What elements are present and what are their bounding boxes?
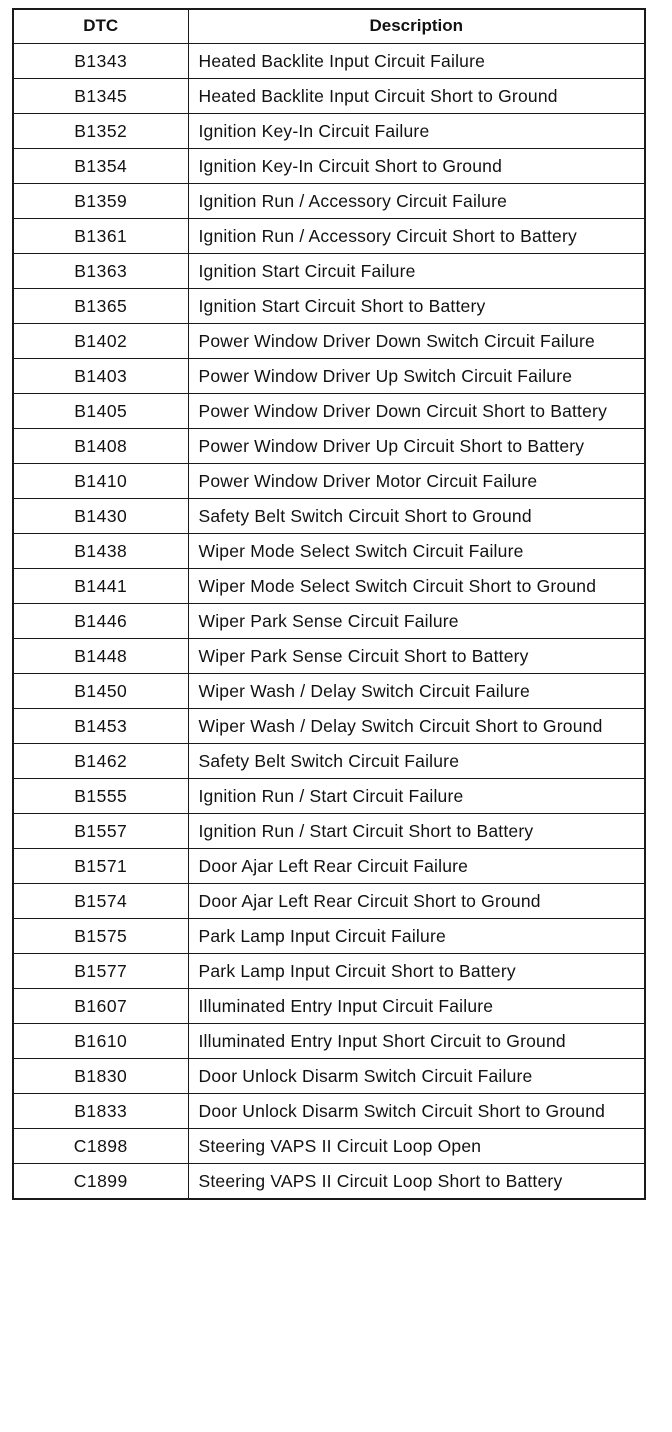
dtc-description-cell: Ignition Key-In Circuit Short to Ground: [188, 148, 645, 183]
dtc-description-cell: Power Window Driver Up Switch Circuit Failure: [188, 358, 645, 393]
dtc-code-cell: B1354: [13, 148, 188, 183]
dtc-description-cell: Power Window Driver Down Switch Circuit Failure: [188, 323, 645, 358]
dtc-code-cell: B1574: [13, 883, 188, 918]
dtc-description-cell: Ignition Run / Accessory Circuit Failure: [188, 183, 645, 218]
dtc-code-cell: B1448: [13, 638, 188, 673]
dtc-code-cell: B1361: [13, 218, 188, 253]
dtc-description-cell: Wiper Wash / Delay Switch Circuit Failure: [188, 673, 645, 708]
dtc-code-cell: B1438: [13, 533, 188, 568]
dtc-description-cell: Heated Backlite Input Circuit Failure: [188, 43, 645, 78]
table-row: [13, 288, 645, 323]
dtc-description-cell: Steering VAPS II Circuit Loop Open: [188, 1128, 645, 1163]
dtc-description-cell: Door Unlock Disarm Switch Circuit Failure: [188, 1058, 645, 1093]
dtc-code-cell: B1403: [13, 358, 188, 393]
table-row: [13, 113, 645, 148]
dtc-description-cell: Steering VAPS II Circuit Loop Short to Battery: [188, 1163, 645, 1199]
column-header-description: Description: [188, 9, 645, 43]
dtc-code-cell: B1577: [13, 953, 188, 988]
table-row: [13, 778, 645, 813]
dtc-description-cell: Power Window Driver Up Circuit Short to Battery: [188, 428, 645, 463]
header-row: [13, 9, 645, 43]
dtc-description-cell: Ignition Start Circuit Short to Battery: [188, 288, 645, 323]
dtc-code-cell: B1610: [13, 1023, 188, 1058]
dtc-code-cell: B1430: [13, 498, 188, 533]
dtc-code-cell: B1607: [13, 988, 188, 1023]
table-row: [13, 743, 645, 778]
table-body: [13, 43, 645, 1199]
dtc-code-cell: C1899: [13, 1163, 188, 1199]
table-row: [13, 393, 645, 428]
dtc-code-cell: B1462: [13, 743, 188, 778]
dtc-description-cell: Power Window Driver Down Circuit Short to Battery: [188, 393, 645, 428]
dtc-code-cell: B1352: [13, 113, 188, 148]
table-row: [13, 148, 645, 183]
table-row: [13, 183, 645, 218]
table-row: [13, 358, 645, 393]
dtc-code-cell: B1830: [13, 1058, 188, 1093]
table-header: [13, 9, 645, 43]
dtc-code-cell: B1441: [13, 568, 188, 603]
dtc-description-cell: Park Lamp Input Circuit Failure: [188, 918, 645, 953]
dtc-code-cell: B1410: [13, 463, 188, 498]
table-row: [13, 813, 645, 848]
table-row: [13, 673, 645, 708]
dtc-description-cell: Wiper Park Sense Circuit Short to Battery: [188, 638, 645, 673]
table-row: [13, 848, 645, 883]
dtc-description-cell: Power Window Driver Motor Circuit Failure: [188, 463, 645, 498]
dtc-code-cell: B1575: [13, 918, 188, 953]
table-row: [13, 708, 645, 743]
dtc-description-cell: Park Lamp Input Circuit Short to Battery: [188, 953, 645, 988]
dtc-description-cell: Safety Belt Switch Circuit Short to Ground: [188, 498, 645, 533]
table-row: [13, 1128, 645, 1163]
dtc-description-cell: Door Ajar Left Rear Circuit Short to Ground: [188, 883, 645, 918]
dtc-description-cell: Door Ajar Left Rear Circuit Failure: [188, 848, 645, 883]
table-row: [13, 253, 645, 288]
dtc-code-cell: B1363: [13, 253, 188, 288]
table-row: [13, 638, 645, 673]
table-row: [13, 568, 645, 603]
dtc-description-cell: Ignition Run / Accessory Circuit Short to Battery: [188, 218, 645, 253]
table-row: [13, 498, 645, 533]
dtc-code-cell: B1365: [13, 288, 188, 323]
table-row: [13, 953, 645, 988]
dtc-code-cell: B1450: [13, 673, 188, 708]
dtc-code-cell: B1359: [13, 183, 188, 218]
dtc-description-cell: Wiper Mode Select Switch Circuit Failure: [188, 533, 645, 568]
dtc-code-cell: C1898: [13, 1128, 188, 1163]
dtc-code-cell: B1405: [13, 393, 188, 428]
dtc-description-cell: Ignition Key-In Circuit Failure: [188, 113, 645, 148]
dtc-description-cell: Door Unlock Disarm Switch Circuit Short to Ground: [188, 1093, 645, 1128]
dtc-code-cell: B1345: [13, 78, 188, 113]
dtc-code-cell: B1343: [13, 43, 188, 78]
table-row: [13, 918, 645, 953]
table-row: [13, 883, 645, 918]
dtc-table: [12, 8, 646, 1200]
dtc-description-cell: Safety Belt Switch Circuit Failure: [188, 743, 645, 778]
dtc-code-cell: B1571: [13, 848, 188, 883]
dtc-description-cell: Wiper Mode Select Switch Circuit Short to Ground: [188, 568, 645, 603]
dtc-code-cell: B1446: [13, 603, 188, 638]
dtc-code-cell: B1402: [13, 323, 188, 358]
table-row: [13, 1163, 645, 1199]
dtc-code-cell: B1557: [13, 813, 188, 848]
table-row: [13, 43, 645, 78]
table-row: [13, 1093, 645, 1128]
table-row: [13, 428, 645, 463]
table-row: [13, 323, 645, 358]
table-row: [13, 463, 645, 498]
table-row: [13, 1058, 645, 1093]
table-row: [13, 988, 645, 1023]
dtc-description-cell: Wiper Park Sense Circuit Failure: [188, 603, 645, 638]
dtc-description-cell: Heated Backlite Input Circuit Short to Ground: [188, 78, 645, 113]
dtc-code-cell: B1453: [13, 708, 188, 743]
dtc-description-cell: Ignition Run / Start Circuit Short to Battery: [188, 813, 645, 848]
table-row: [13, 78, 645, 113]
dtc-description-cell: Ignition Run / Start Circuit Failure: [188, 778, 645, 813]
table-row: [13, 1023, 645, 1058]
dtc-description-cell: Illuminated Entry Input Circuit Failure: [188, 988, 645, 1023]
table-row: [13, 603, 645, 638]
table-row: [13, 533, 645, 568]
dtc-description-cell: Ignition Start Circuit Failure: [188, 253, 645, 288]
dtc-code-cell: B1408: [13, 428, 188, 463]
dtc-code-cell: B1555: [13, 778, 188, 813]
table-row: [13, 218, 645, 253]
column-header-dtc: DTC: [13, 9, 188, 43]
dtc-description-cell: Wiper Wash / Delay Switch Circuit Short to Ground: [188, 708, 645, 743]
dtc-code-cell: B1833: [13, 1093, 188, 1128]
dtc-description-cell: Illuminated Entry Input Short Circuit to Ground: [188, 1023, 645, 1058]
